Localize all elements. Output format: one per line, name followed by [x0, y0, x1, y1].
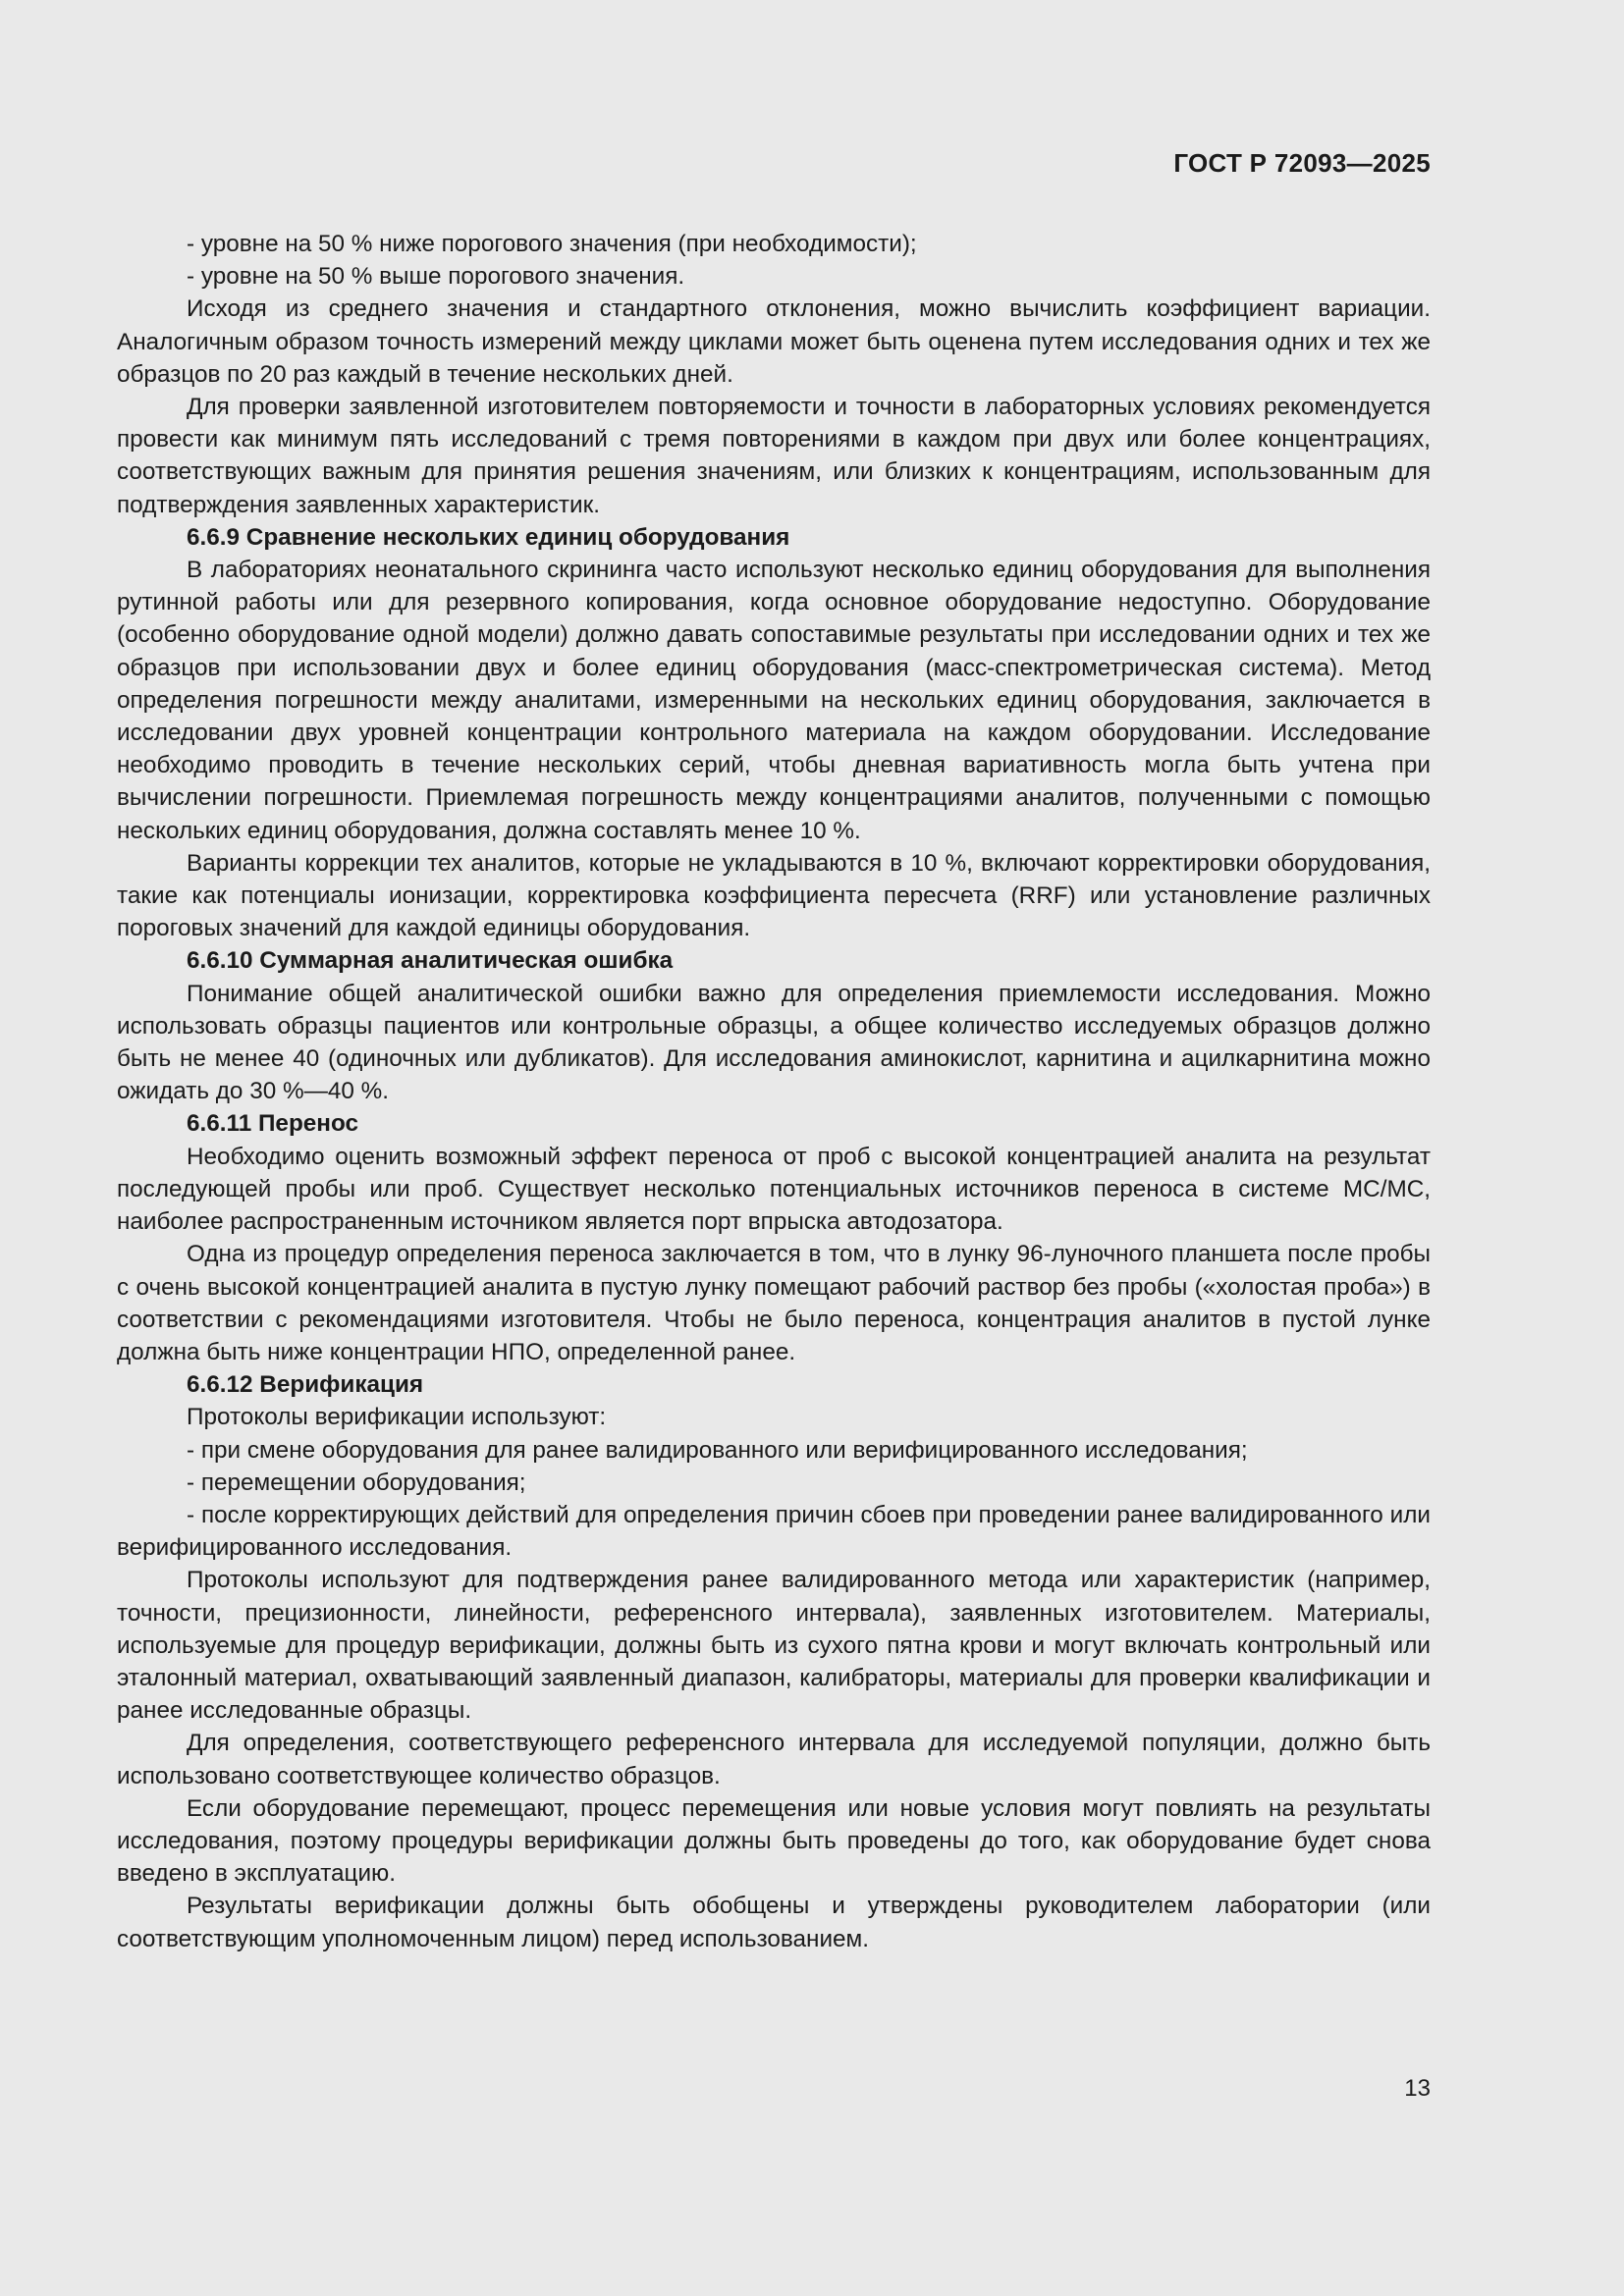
section-heading-6-6-12: 6.6.12 Верификация	[187, 1371, 424, 1399]
section-heading-6-6-10: 6.6.10 Суммарная аналитическая ошибка	[187, 947, 674, 975]
list-item: - после корректирующих действий для определения причин сбоев при проведении ранее валидированного или верифицированного исследования.	[117, 1501, 1431, 1562]
paragraph: Для определения, соответствующего референсного интервала для исследуемой популяции, должно быть использовано соответствующее количество образцов.	[117, 1730, 1431, 1789]
paragraph: Необходимо оценить возможный эффект переноса от проб с высокой концентрацией аналита на результат последующей пробы или проб. Существует несколько потенциальных источников переноса в системе МС/МС, наиболее распространенным источником является порт впрыска автодозатора.	[117, 1143, 1431, 1236]
paragraph: Если оборудование перемещают, процесс перемещения или новые условия могут повлиять на результаты исследования, поэтому процедуры верификации должны быть проведены до того, как оборудование будет снова введено в эксплуатацию.	[117, 1794, 1431, 1888]
list-item: - уровне на 50 % ниже порогового значения (при необходимости);	[187, 231, 917, 257]
paragraph: В лабораториях неонатального скрининга часто используют несколько единиц оборудования для выполнения рутинной работы или для резервного копирования, когда основное оборудование недоступно. Оборудование (особенно оборудование одной модели) должно давать сопоставимые результаты при исследовании одних и тех же образцов при использовании двух и более единиц оборудования (масс-спектрометрическая система). Метод определения погрешности между аналитами, измеренными на нескольких единиц оборудования, заключается в исследовании двух уровней концентрации контрольного материала на каждом оборудовании. Исследование необходимо проводить в течение нескольких серий, чтобы дневная вариативность могла быть учтена при вычислении погрешности. Приемлемая погрешность между концентрациями аналитов, полученными с помощью нескольких единиц оборудования, должна составлять менее 10 %.	[117, 557, 1431, 844]
document-code-header: ГОСТ Р 72093—2025	[1173, 148, 1431, 178]
section-heading-6-6-9: 6.6.9 Сравнение нескольких единиц оборудования	[187, 523, 790, 551]
page-number: 13	[1404, 2075, 1431, 2102]
paragraph: Протоколы верификации используют:	[187, 1404, 607, 1431]
paragraph: Протоколы используют для подтверждения ранее валидированного метода или характеристик (например, точности, прецизионности, линейности, референсного интервала), заявленных изготовителем. Материалы, используемые для процедур верификации, должны быть из сухого пятна крови и могут включать контрольный или эталонный материал, охватывающий заявленный диапазон, калибраторы, материалы для проверки квалификации и ранее исследованные образцы.	[117, 1567, 1431, 1725]
paragraph: Варианты коррекции тех аналитов, которые не укладываются в 10 %, включают корректировки оборудования, такие как потенциалы ионизации, корректировка коэффициента пересчета (RRF) или установление различных пороговых значений для каждой единицы оборудования.	[117, 849, 1431, 942]
section-heading-6-6-11: 6.6.11 Перенос	[187, 1110, 359, 1138]
paragraph: Результаты верификации должны быть обобщены и утверждены руководителем лаборатории (или соответствующим уполномоченным лицом) перед использованием.	[117, 1893, 1431, 1952]
paragraph: Одна из процедур определения переноса заключается в том, что в лунку 96-луночного планшета после пробы с очень высокой концентрацией аналита в пустую лунку помещают рабочий раствор без пробы («холостая проба») в соответствии с рекомендациями изготовителя. Чтобы не было переноса, концентрация аналитов в пустой лунке должна быть ниже концентрации НПО, определенной ранее.	[117, 1241, 1431, 1365]
paragraph: Понимание общей аналитической ошибки важно для определения приемлемости исследования. Можно использовать образцы пациентов или контрольные образцы, а общее количество исследуемых образцов должно быть не менее 40 (одиночных или дубликатов). Для исследования аминокислот, карнитина и ацилкарнитина можно ожидать до 30 %—40 %.	[117, 980, 1431, 1105]
paragraph: Исходя из среднего значения и стандартного отклонения, можно вычислить коэффициент вариации. Аналогичным образом точность измерений между циклами может быть оценена путем исследования одних и тех же образцов по 20 раз каждый в течение нескольких дней.	[117, 295, 1431, 388]
list-item: - уровне на 50 % выше порогового значения.	[187, 263, 685, 291]
paragraph: Для проверки заявленной изготовителем повторяемости и точности в лабораторных условиях рекомендуется провести как минимум пять исследований с тремя повторениями в каждом при двух или более концентрациях, соответствующих важным для принятия решения значениям, или близких к концентрациям, использованным для подтверждения заявленных характеристик.	[117, 394, 1431, 518]
document-body	[117, 228, 1431, 1955]
list-item: - при смене оборудования для ранее валидированного или верифицированного исследования;	[187, 1436, 1248, 1464]
list-item: - перемещении оборудования;	[187, 1468, 526, 1496]
